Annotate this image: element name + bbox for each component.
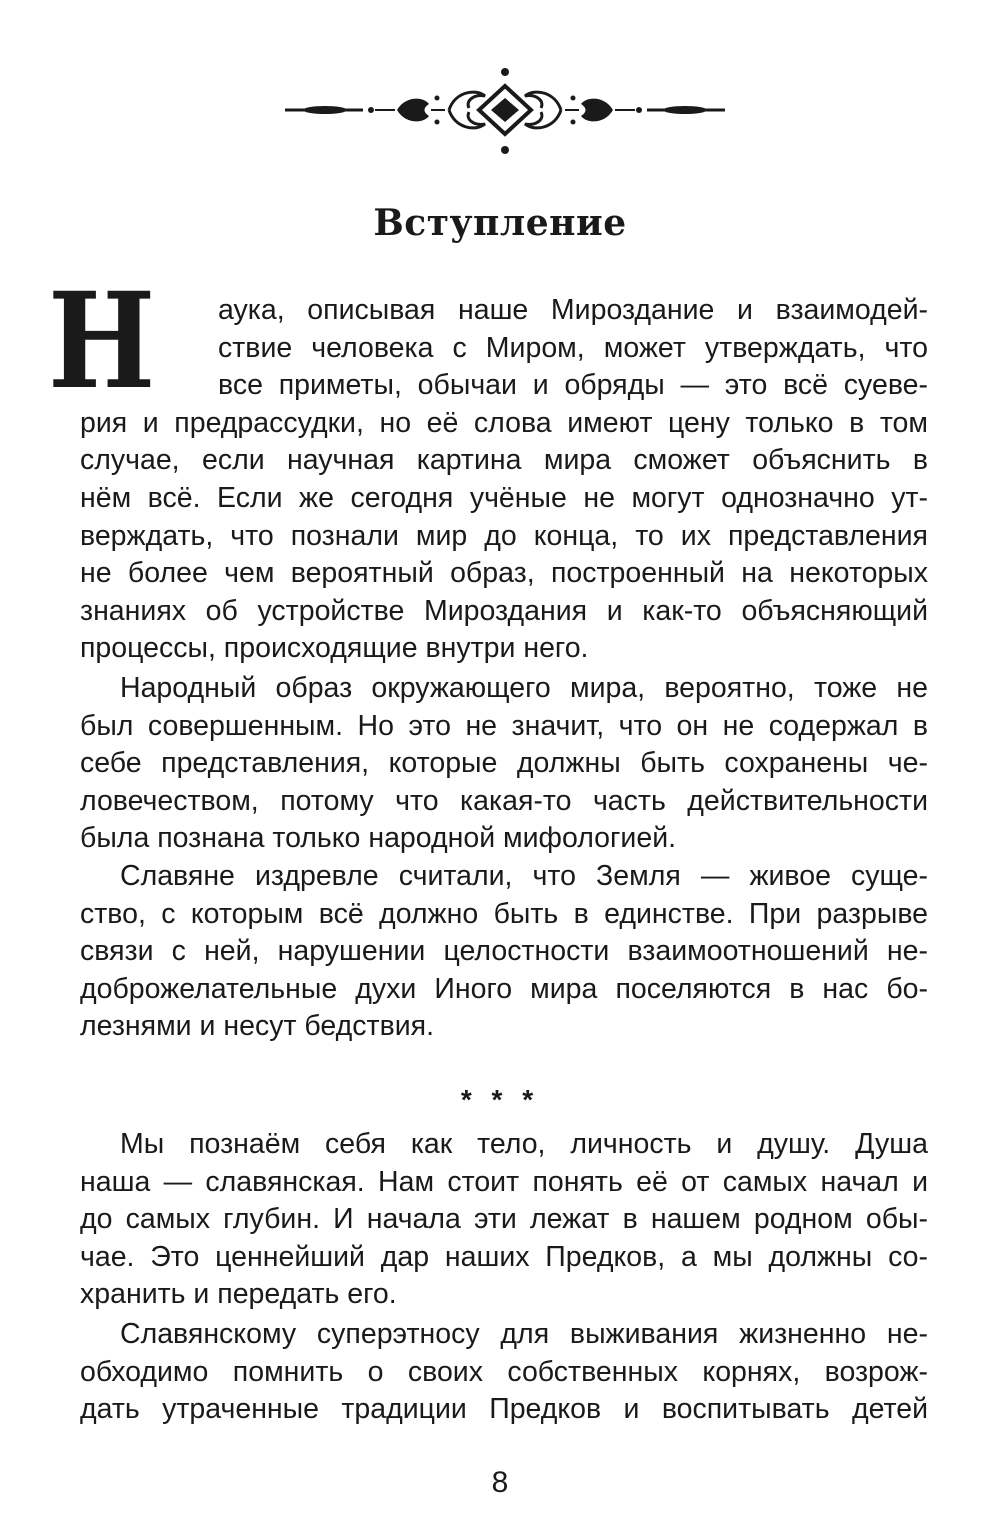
section-separator: * * * — [460, 1084, 540, 1115]
text-line: доброжелательные духи Иного мира поселяются в нас бо- — [80, 972, 928, 1005]
text-line: не более чем вероятный образ, построенный на некоторых — [80, 557, 928, 590]
paragraph-2 — [80, 670, 928, 858]
paragraph-3 — [80, 858, 928, 1046]
text-line: нём всё. Если же сегодня учёные не могут однозначно ут- — [80, 481, 928, 514]
text-line: Славяне издревле считали, что Земля — живое суще- — [120, 860, 928, 892]
text-line: связи с ней, нарушении целостности взаимоотношений не- — [80, 935, 928, 968]
text-line: все приметы, обычаи и обряды — это всё суеве- — [218, 369, 928, 402]
text-line: ствие человека с Миром, может утверждать, что — [218, 331, 928, 364]
text-line: процессы, происходящие внутри него. — [80, 632, 589, 665]
text-line: себе представления, которые должны быть сохранены че- — [80, 747, 928, 780]
text-line: дать утраченные традиции Предков и воспитывать детей — [80, 1393, 928, 1426]
text-line: Славянскому суперэтносу для выживания жизненно не- — [120, 1318, 928, 1350]
text-line: хранить и передать его. — [80, 1278, 397, 1311]
text-line: была познана только народной мифологией. — [80, 822, 677, 855]
chapter-title: Вступление — [373, 202, 627, 244]
text-line: до самых глубин. И начала эти лежат в нашем родном обы- — [80, 1203, 928, 1236]
text-line: наша — славянская. Нам стоит понять её от самых начал и — [80, 1165, 928, 1198]
decorative-flourish-icon — [285, 66, 725, 158]
paragraph-5 — [80, 1316, 928, 1429]
drop-cap-letter: Н — [48, 264, 156, 419]
text-line: был совершенным. Но это не значит, что он не содержал в — [80, 709, 928, 742]
page-number: 8 — [491, 1466, 509, 1499]
text-line: чае. Это ценнейший дар наших Предков, а мы должны со- — [80, 1240, 928, 1273]
text-line: ство, с которым всё должно быть в единстве. При разрыве — [80, 897, 928, 930]
text-line: верждать, что познали мир до конца, то их представления — [80, 519, 928, 552]
text-line: аука, описывая наше Мироздание и взаимодей- — [218, 294, 928, 326]
text-line: Мы познаём себя как тело, личность и душу. Душа — [120, 1128, 928, 1160]
text-line: Народный образ окружающего мира, вероятно, тоже не — [120, 672, 928, 704]
text-line: рия и предрассудки, но её слова имеют цену только в том — [80, 406, 928, 439]
text-line: лезнями и несут бедствия. — [80, 1010, 434, 1043]
text-line: ловечеством, потому что какая-то часть действительности — [80, 784, 928, 817]
paragraph-4 — [80, 1126, 928, 1314]
text-line: обходимо помнить о своих собственных корнях, возрож- — [80, 1355, 928, 1388]
text-line: знаниях об устройстве Мироздания и как-то объясняющий — [80, 594, 928, 627]
intro-paragraph — [80, 292, 928, 668]
text-line: случае, если научная картина мира сможет объяснить в — [80, 444, 928, 477]
